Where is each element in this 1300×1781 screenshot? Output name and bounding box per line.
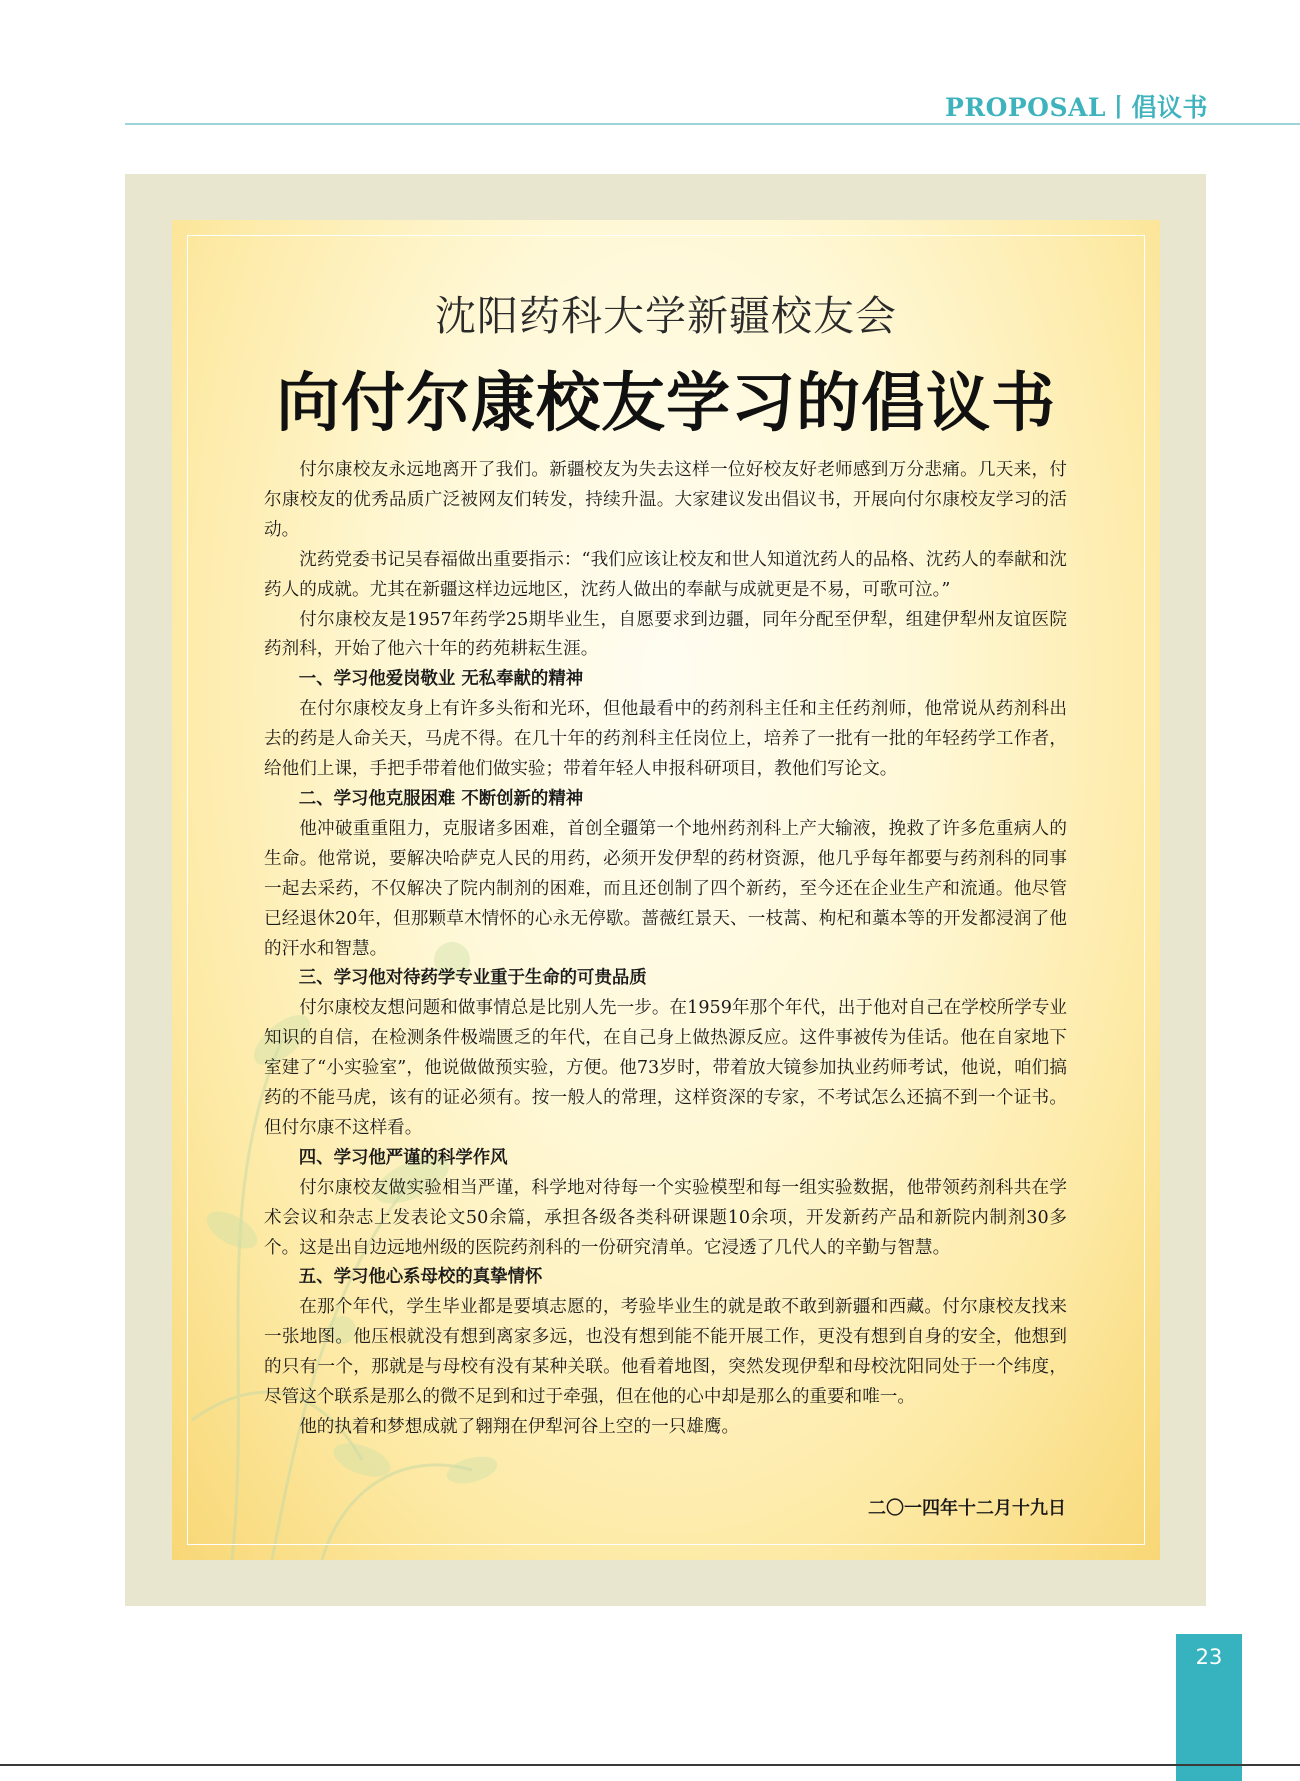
header-label: PROPOSAL丨倡议书 (945, 93, 1208, 122)
document-date: 二〇一四年十二月十九日 (868, 1498, 1066, 1519)
document-title: 沈阳药科大学新疆校友会 (435, 292, 897, 340)
paragraph: 付尔康校友做实验相当严谨，科学地对待每一个实验模型和每一组实验数据，他带领药剂科共在学术会议和杂志上发表论文50余篇，承担各级各类科研课题10余项，开发新药产品和新院内制剂30多个。这是出自边远地州级的医院药剂科的一份研究清单。它浸透了几代人的辛勤与智慧。 (264, 1177, 1067, 1258)
section-heading: 三、学习他对待药学专业重于生命的可贵品质 (298, 968, 647, 989)
paragraph: 付尔康校友永远地离开了我们。新疆校友为失去这样一位好校友好老师感到万分悲痛。几天来，付尔康校友的优秀品质广泛被网友们转发，持续升温。大家建议发出倡议书，开展向付尔康校友学习的活动。 (264, 460, 1067, 540)
section-heading: 二、学习他克服困难 不断创新的精神 (298, 788, 584, 809)
page-number: 23 (1195, 1645, 1223, 1669)
paragraph: 付尔康校友想问题和做事情总是比别人先一步。在1959年那个年代，出于他对自己在学校所学专业知识的自信，在检测条件极端匮乏的年代，在自己身上做热源反应。这件事被传为佳话。他在自家地下室建了“小实验室”，他说做做预实验，方便。他73岁时，带着放大镜参加执业药师考试，他说，咱们搞药的不能马虎，该有的证必须有。按一般人的常理，这样资深的专家，不考试怎么还搞不到一个证书。但付尔康不这样看。 (264, 998, 1067, 1138)
paragraph: 在那个年代，学生毕业都是要填志愿的，考验毕业生的就是敢不敢到新疆和西藏。付尔康校友找来一张地图。他压根就没有想到离家多远，也没有想到能不能开展工作，更没有想到自身的安全，他想到的只有一个，那就是与母校有没有某种关联。他看着地图，突然发现伊犁和母校沈阳同处于一个纬度，尽管这个联系是那么的微不足到和过于牵强，但在他的心中却是那么的重要和唯一。 (264, 1297, 1067, 1408)
section-heading: 四、学习他严谨的科学作风 (298, 1147, 508, 1168)
section-heading: 五、学习他心系母校的真挚情怀 (298, 1267, 543, 1288)
paragraph: 他冲破重重阻力，克服诸多困难，首创全疆第一个地州药剂科上产大输液，挽救了许多危重病人的生命。他常说，要解决哈萨克人民的用药，必须开发伊犁的药材资源，他几乎每年都要与药剂科的同事一起去采药，不仅解决了院内制剂的困难，而且还创制了四个新药，至今还在企业生产和流通。他尽管已经退休20年，但那颗草木情怀的心永无停歇。蔷薇红景天、一枝蒿、枸杞和藁本等的开发都浸润了他的汗水和智慧。 (264, 818, 1067, 959)
paragraph: 沈药党委书记吴春福做出重要指示：“我们应该让校友和世人知道沈药人的品格、沈药人的奉献和沈药人的成就。尤其在新疆这样边远地区，沈药人做出的奉献与成就更是不易，可歌可泣。” (264, 549, 1067, 600)
paragraph: 在付尔康校友身上有许多头衔和光环，但他最看中的药剂科主任和主任药剂师，他常说从药剂科出去的药是人命关天，马虎不得。在几十年的药剂科主任岗位上，培养了一批有一批的年轻药学工作者，给他们上课，手把手带着他们做实验；带着年轻人申报科研项目，教他们写论文。 (264, 699, 1067, 780)
document-body (264, 456, 1067, 1443)
paragraph: 付尔康校友是1957年药学25期毕业生，自愿要求到边疆，同年分配至伊犁，组建伊犁州友谊医院药剂科，开始了他六十年的药苑耕耘生涯。 (264, 609, 1067, 660)
section-heading: 一、学习他爱岗敬业 无私奉献的精神 (298, 669, 584, 690)
paragraph: 他的执着和梦想成就了翱翔在伊犁河谷上空的一只雄鹰。 (299, 1417, 740, 1437)
document-subtitle: 向付尔康校友学习的倡议书 (276, 367, 1056, 441)
footer-rule (0, 1764, 1300, 1766)
header-rule (125, 123, 1300, 125)
